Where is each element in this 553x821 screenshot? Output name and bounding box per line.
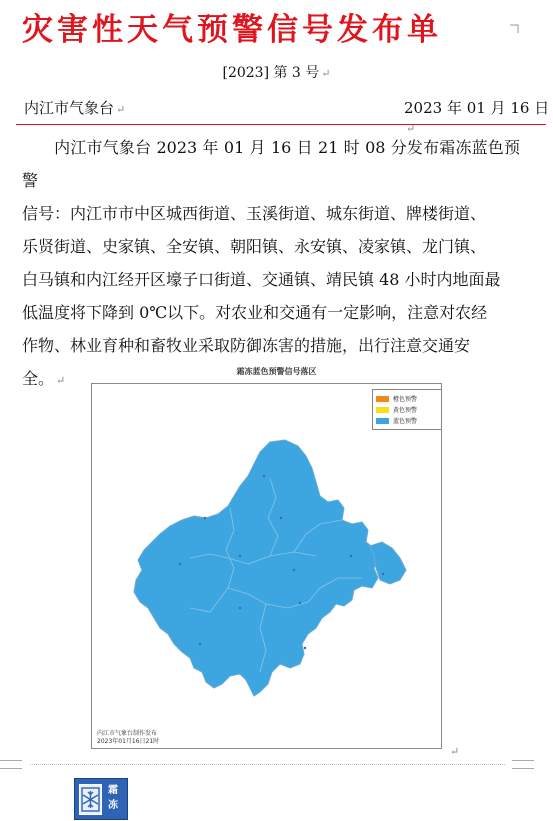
issue-number: [2023] 第 3 号 ↵ [222, 65, 331, 81]
frost-icon [79, 784, 102, 815]
section-break-line [30, 764, 505, 765]
issue-date: 2023 年 01 月 16 日↵ [404, 99, 550, 135]
body-line: 内江市气象台 2023 年 01 月 16 日 21 时 08 分发布霜冻蓝色预警 [22, 138, 520, 190]
section-break-right [512, 760, 534, 769]
issuer-name: 内江市气象台 ↵ [24, 99, 126, 117]
region-map-shape [130, 438, 410, 703]
header-divider [16, 124, 546, 125]
body-line: 作物、林业育种和畜牧业采取防御冻害的措施，出行注意交通安 [22, 336, 471, 355]
paragraph-mark: ↵ [450, 745, 460, 758]
section-break-left [0, 760, 22, 769]
warning-body [22, 131, 520, 397]
badge-label: 霜 冻 [108, 785, 118, 811]
corner-mark-icon [508, 22, 522, 36]
warning-region [134, 440, 380, 696]
legend-swatch-blue [376, 418, 389, 424]
map-credit: 内江市气象台制作发布 2023年01月16日21时 [97, 730, 160, 745]
body-line: 乐贤街道、史家镇、全安镇、朝阳镇、永安镇、凌家镇、龙门镇、 [22, 237, 487, 256]
legend-swatch-yellow [376, 407, 389, 413]
body-line: 全。 ↵ [22, 369, 66, 388]
frost-signal-badge [74, 778, 128, 820]
legend-item-yellow: 黄色预警 [376, 404, 438, 415]
legend-swatch-orange [376, 396, 389, 402]
map-legend [372, 389, 442, 430]
legend-item-orange: 橙色预警 [376, 393, 438, 404]
body-line: 低温度将下降到 0℃以下。对农业和交通有一定影响，注意对农经 [22, 303, 488, 322]
body-line: 白马镇和内江经开区壕子口街道、交通镇、靖民镇 48 小时内地面最 [22, 270, 501, 289]
body-line: 信号：内江市市中区城西街道、玉溪街道、城东街道、牌楼街道、 [22, 204, 487, 223]
legend-item-blue: 蓝色预警 [376, 415, 438, 426]
map-title: 霜冻蓝色预警信号落区 [236, 367, 317, 376]
document-title: 灾害性天气预警信号发布单 [22, 12, 442, 48]
